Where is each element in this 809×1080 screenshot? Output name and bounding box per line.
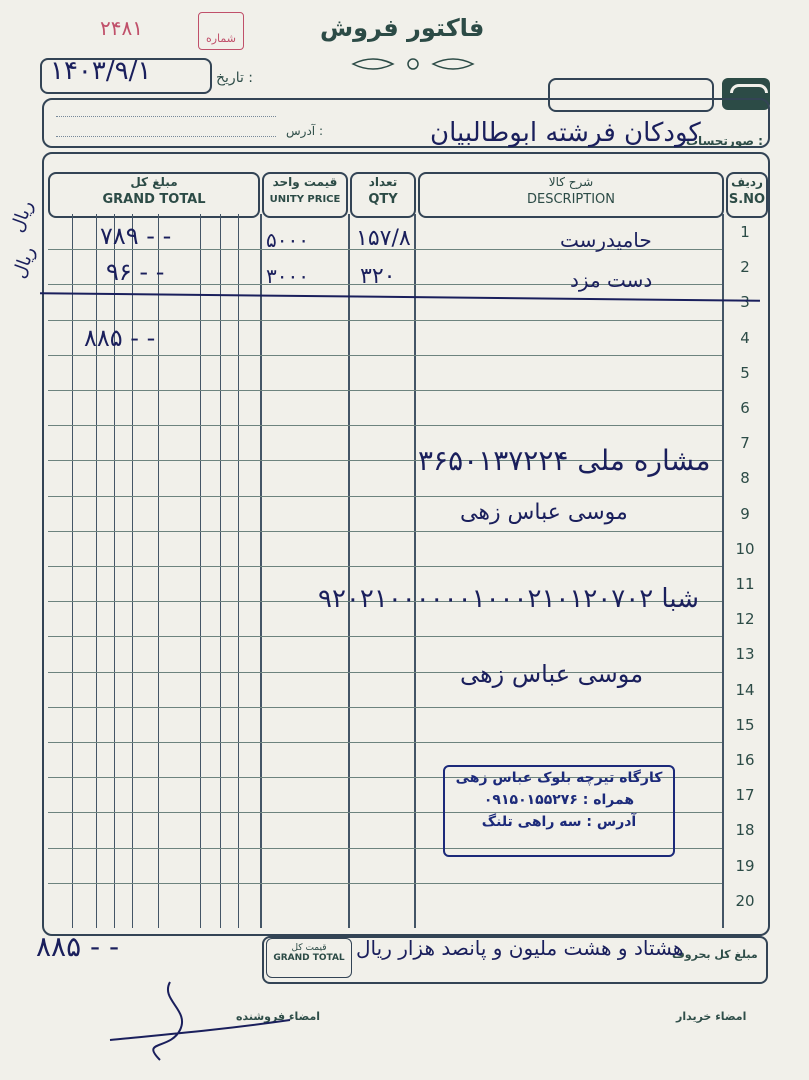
grand-total-value: ۸۸۵ - - [36, 930, 120, 963]
amount-in-words: هشتاد و هشت ملیون و پانصد هزار ریال [356, 936, 684, 960]
invoice-number: ۲۴۸۱ [100, 16, 143, 40]
column-divider [158, 214, 159, 928]
national-id: مشاره ملی ۳۶۵۰۱۳۷۲۲۴ [418, 444, 711, 477]
seller-signature-label: امضاء فروشنده [236, 1010, 321, 1023]
sheba-number: شبا ۹۲۰۲۱۰۰۰۰۰۰۱۰۰۰۲۱۰۱۲۰۷۰۲ [318, 584, 699, 614]
item-note: ریال [6, 197, 38, 236]
dotted-line [56, 136, 276, 137]
column-divider [96, 214, 97, 928]
row-line [48, 355, 722, 356]
row-number: 18 [735, 821, 755, 840]
customer-name: کودکان فرشته ابوطالبیان [430, 118, 701, 148]
grand-total-mini: قیمت کل GRAND TOTAL [266, 938, 352, 978]
row-number: 6 [740, 399, 750, 417]
item-qty: ۳۲۰ [360, 264, 396, 289]
row-number: 1 [740, 223, 750, 241]
header-qty: تعداد QTY [350, 172, 416, 218]
dotted-line [56, 116, 276, 117]
column-divider [722, 214, 724, 928]
item-total: ۹۶ - - [106, 258, 165, 286]
header-unit-price: قیمت واحد UNITY PRICE [262, 172, 348, 218]
row-number: 13 [735, 645, 755, 664]
account-holder-name: موسی عباس زهی [460, 660, 644, 688]
row-line [48, 742, 722, 743]
amount-in-words-label: مبلغ کل بحروف [672, 948, 758, 961]
row-number: 12 [735, 610, 755, 629]
account-label: صورتحساب : [686, 134, 763, 148]
item-unit-price: ۵۰۰۰ [266, 228, 309, 252]
column-divider [200, 214, 201, 928]
row-number: 2 [740, 258, 750, 277]
header-sno: ردیف S.NO [726, 172, 768, 218]
invoice-number-label: شماره [198, 12, 244, 50]
column-divider [414, 214, 416, 928]
row-number: 14 [735, 680, 755, 699]
account-holder-name: موسی عباس زهی [460, 500, 628, 525]
column-divider [348, 214, 350, 928]
row-line [48, 883, 722, 884]
address-label: آدرس : [286, 124, 323, 138]
row-line [48, 320, 722, 321]
row-number: 11 [735, 575, 755, 593]
header-description: شرح کالا DESCRIPTION [418, 172, 724, 218]
column-divider [260, 214, 262, 928]
item-description: حامیدرست [560, 228, 652, 252]
row-number: 16 [735, 751, 755, 769]
date-value: ۱۴۰۳/۹/۱ [50, 56, 152, 86]
row-number: 20 [735, 891, 755, 910]
column-divider [132, 214, 133, 928]
row-number: 9 [740, 504, 750, 523]
row-number: 7 [740, 434, 750, 453]
row-line [48, 425, 722, 426]
column-divider [238, 214, 239, 928]
subtotal: ۸۸۵ - - [84, 324, 156, 352]
row-number: 3 [740, 293, 750, 312]
column-divider [220, 214, 221, 928]
item-qty: ۱۵۷/۸ [356, 226, 411, 251]
row-line [48, 636, 722, 637]
column-divider [72, 214, 73, 928]
row-number: 19 [735, 856, 755, 875]
column-divider [114, 214, 115, 928]
row-number: 5 [740, 363, 750, 382]
row-number: 15 [735, 715, 755, 734]
row-line [48, 531, 722, 532]
row-number: 4 [740, 328, 750, 347]
header-grand-total: مبلغ کل GRAND TOTAL [48, 172, 260, 218]
row-number: 10 [735, 539, 755, 558]
item-description: دست مزد [570, 268, 653, 292]
row-number: 8 [740, 469, 750, 488]
item-total: ۷۸۹ - - [100, 222, 172, 250]
date-label: تاریخ : [216, 70, 254, 86]
item-note: ریال [8, 243, 40, 282]
ornament-icon [348, 54, 478, 74]
item-unit-price: ۳۰۰۰ [266, 264, 309, 288]
row-line [48, 390, 722, 391]
row-line [48, 707, 722, 708]
row-line [48, 566, 722, 567]
row-number: 17 [735, 786, 755, 805]
buyer-signature-label: امضاء خریدار [676, 1010, 747, 1023]
seller-stamp: کارگاه تیرچه بلوک عباس زهی همراه : ۰۹۱۵۰۱۵۵۲۷۶ آدرس : سه راهی تلنگ [443, 765, 675, 857]
row-line [48, 496, 722, 497]
seller-signature-icon [100, 980, 300, 1070]
invoice-title: فاکتور فروش [320, 14, 485, 42]
